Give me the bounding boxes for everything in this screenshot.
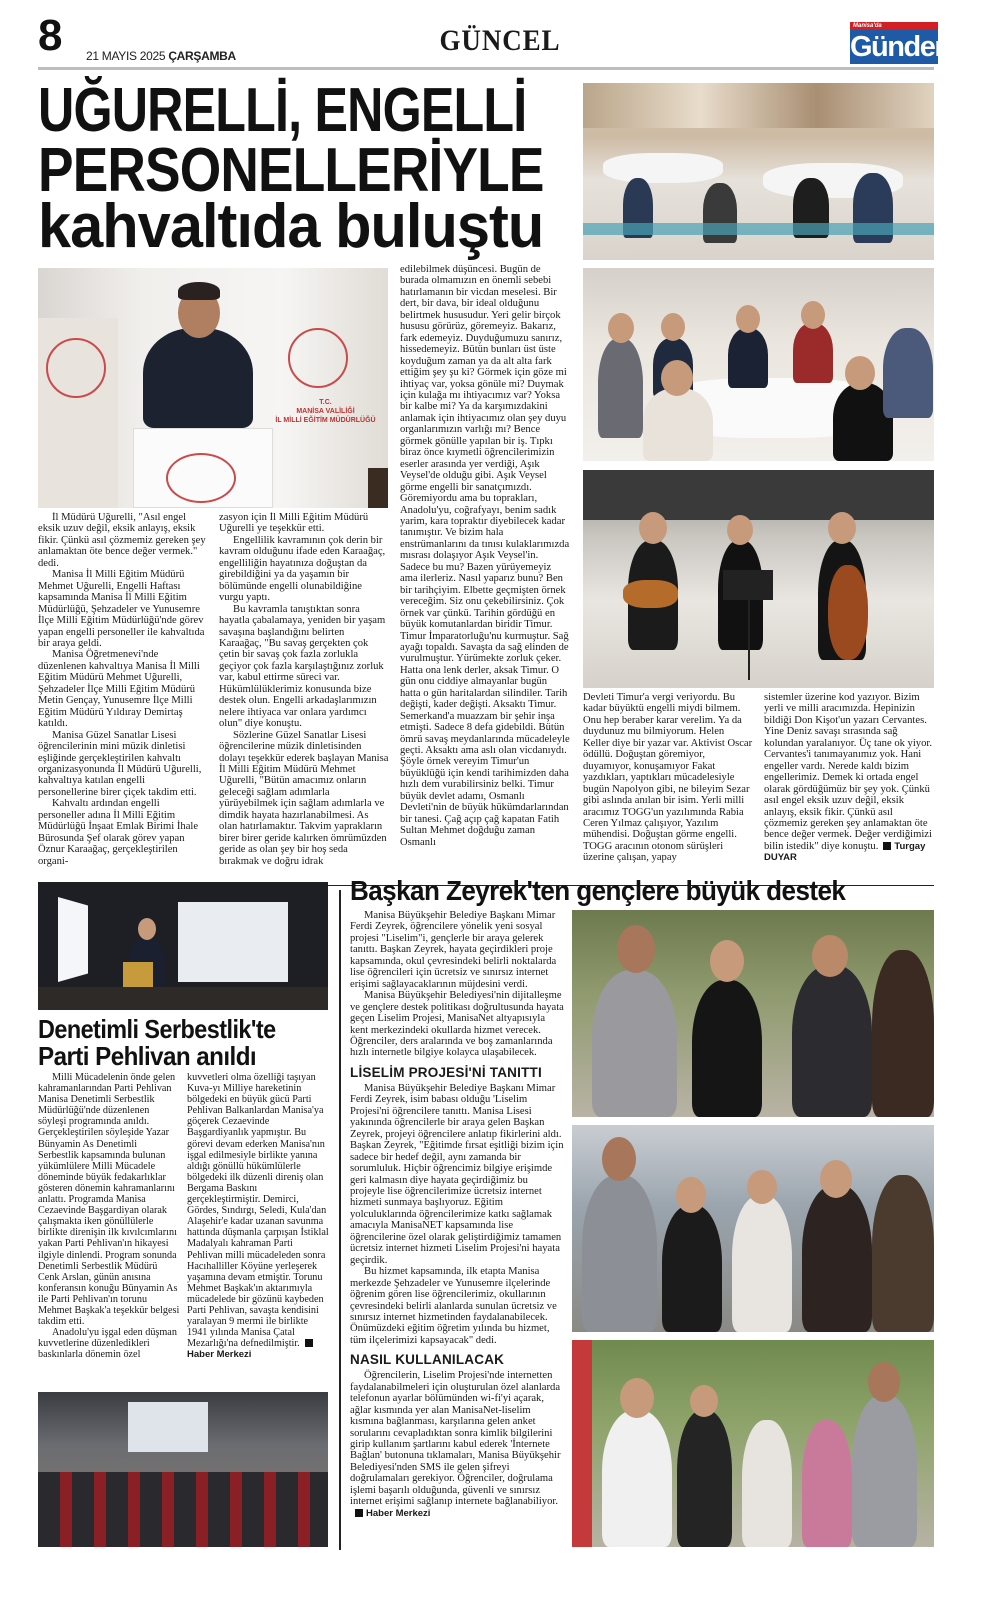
pehlivan-byline: Haber Merkezi [187, 1338, 316, 1360]
paragraph: sistemler üzerine kod yazıyor. Bizim yerli ve milli aracımızda. Hepinizin bildiği Don Kişot'un yazarı Cervantes. Yine Deniz savaşı sırasında sağ kolundan yaralanıyor. Üç tane ok yiyor. Cervantes'i tanımayanımız yok. Hani engeller vardı. Nerede kaldı bizim engellerimiz. Demek ki ortada engel olarak gördüğümüz bir şey yok. Çünkü asıl engel eksik uzuv değil, eksik anlayış, eksik fikir. Çünkü asıl çözmemiz gereken şey anlamaktan öte bence değer vermek. Değer verdiğimizi bilin istedik" diye konuştu. [764, 692, 932, 852]
photo-conference-speaker [38, 882, 328, 1010]
paragraph: zasyon için İl Milli Eğitim Müdürü Uğurelli ye teşekkür etti. [219, 512, 369, 535]
paragraph: Anadolu'yu işgal eden düşman kuvvetlerine düzenledikleri baskınlarla dönemin özel [38, 1327, 177, 1361]
sign-line-1: T.C. [319, 399, 332, 406]
logo-main-text: Gündem [850, 31, 959, 63]
paragraph: Sözlerine Güzel Sanatlar Lisesi öğrencilerine müzik dinletisinden dolayı teşekkür ederek başlayan Manisa İl Milli Eğitim Müdürü Mehmet Uğurelli, "Bütün amacımız onların geleceği sağlam adımlarla yürüyebilmek için sağlam adımlarla ve dimdik hayata hazırlanabilmesi. As olan hatırlamaktır. Takvim yaprakların birer birer geride kalırken ömrümüzden geride as olan şey bir hoş seda bırakmak ve doğru idrak [219, 729, 389, 867]
paragraph: Engellilik kavramının çok derin bir kavram olduğunu ifade eden Karaağaç, engelliliğin hayatınıza doğuştan da girebildiğini ya da yaşamın bir bölümünde engelli olunabildiğine vurgu yaptı. [219, 534, 386, 604]
pehlivan-column-2 [187, 1072, 330, 1388]
weekday-text: ÇARŞAMBA [168, 49, 236, 63]
main-article-column-1 [38, 512, 206, 882]
main-headline-line-1: UĞURELLİ, ENGELLİ [38, 76, 527, 145]
pehlivan-column-1 [38, 1072, 180, 1388]
sign-line-3: İL MİLLİ EĞİTİM MÜDÜRLÜĞÜ [275, 417, 376, 424]
paragraph: Manisa Büyükşehir Belediye Başkanı Mimar Ferdi Zeyrek, isim babası olduğu 'Liselim Projesi'ni öğrencilere tanıttı. Manisa Lisesi yakınında öğrencilerle bir araya gelen Başkan Zeyrek, projeyi öğrencilere anlatıp fikirlerini aldı. Başkan Zeyrek, "Eğitimde fırsat eşitliği bizim için sadece bir hedef değil, aynı zamanda bir sorumluluk. Hiçbir öğrencimiz bilgiye erişimde geri kalmasın diye hayata geçirdiğimiz bu projeyle lise öğrencilerimize ücretsiz internet hizmeti sunmaya başlıyoruz. Eğitim yolculuklarında öğrencilerimize katkı sağlamak amacıyla ManisaNET kapsamında lise öğrencilerine özel olarak geliştirdiğimiz tamamen ücretsiz internet hizmeti Liselim Projesi'ni hayata geçirdik. [350, 1082, 564, 1266]
paragraph: Manisa Güzel Sanatlar Lisesi öğrencilerinin mini müzik dinletisi eşliğinde gerçekleştirilen kahvaltı organizasyonunda İl Müdürü Uğurelli, kahvaltıya katılan engelli personellerine birer çiçek takdim etti. [38, 729, 202, 798]
paragraph: Öğrencilerin, Liselim Projesi'nde internetten faydalanabilmeleri için oluşturulan özel alanlarda telefonun ayarlar bölümünden wi-fi'yi açarak, ağlar kısmında yer alan ManisaNet-liselim kısmına bağlanması, karşılarına gelen anket sorularını cevapladıktan sonra kimlik bilgilerini girip kullanım şartlarını kabul ederek 'İnternete Bağlan' butonuna tıklamaları, Manisa Büyükşehir Belediyesi'nden SMS ile gelen şifreyi doğrulamaları gerekiyor. Öğrenciler, doğrulama işlemi başarılı olduğunda, güvenli ve sınırsız internet erişimi sağlanıp internete bağlanabiliyor. [350, 1370, 561, 1508]
paragraph: Manisa Öğretmenevi'nde düzenlenen kahvaltıya Manisa İl Milli Eğitim Müdürü Mehmet Uğurelli, Şehzadeler İlçe Milli Eğitim Müdürü Metin Gençay, Yunusemre İlçe Milli Eğitim Müdürü Yıldıray Demirtaş katıldı. [38, 649, 200, 730]
photo-music-performance [583, 470, 934, 688]
header-rule [38, 67, 934, 70]
paragraph: Bu hizmet kapsamında, ilk etapta Manisa merkezde Şehzadeler ve Yunusemre ilçelerinde öğrenim gören lise öğrencilerimiz, okullarının çevresindeki belirli alanlarda sunulan ücretsiz ve sınırsız internet hizmetinden faydalanabilecek. Önümüzdeki eğitim öğretim yılında bu hizmet, tüm ilçelerimizi kapsayacak" dedi. [350, 1266, 557, 1346]
banner-sign [273, 398, 378, 425]
main-article-column-4 [583, 692, 753, 882]
zeyrek-byline: Haber Merkezi [350, 1508, 430, 1519]
zeyrek-headline: Başkan Zeyrek'ten gençlere büyük destek [350, 875, 846, 906]
paragraph: Kahvaltı ardından engelli personeller adına İl Milli Eğitim Müdürlüğü İnşaat Emlak Birimi İhale Bürosunda Şef olarak görev yapan Öznur Karaağaç, gerçekleştirilen organi- [38, 798, 199, 867]
date-text: 21 MAYIS 2025 [86, 49, 166, 63]
paragraph: edilebilmek düşüncesi. Bugün de burada olmamızın en önemli sebebi hatırlamanın bir vicdan meselesi. Bir dert, bir dava, bir ideal olduğunu belirtmek hususudur. Yeri gelir birçok hususu görürüz, göremeyiz. Bakarız, fark edemeyiz. Duyduğumuzu sanırız, hissedemeyiz. Bütün bunları üst üste koyduğum zaman ya da alt alta fark ettiğim şey şu ki? Görmek için göze mi ihtiyaç var, yoksa gönüle mi? Duymak için kulağa mı ihtiyacımız var? Yoksa bir kalbe mi? Ya da karşımızdakini anlamak için ihtiyacımız olan şey duyu organlarımızın varlığı mı? Bence görmek gönülle yapılan bir iş. Tıpkı biraz önce kıymetli öğrencilerimizin eserler arasında yer verdiği, Aşık Veysel'de olduğu gibi. Aşık Veysel görme engelli bir sanatçımızdı. Göremiyordu ama bu toprakları, Anadolu'yu, coğrafyayı, benim sadık yarim, kara topraktır diyebilecek kadar tanımıştır. Ve bizim hala enstrümanlarını da tınısı kulaklarımızda mısrası dolaşıyor Aşık Veysel'in. Sadece bu mu? Bazen yürüyemeyiz ama ilerleriz. Nasıl yaparız bunu? Ben bir tarihçiyim. Elbette geçmişten örnek vereceğim. Siz onu çekebilirsiniz. Çok örnek var çünkü. Tarihin gördüğü en büyük komutanlardan biridir Timur. Timur İmparatorluğu'nu kurmuştur. Sağ ayağı topaldı. Savaşta da sağ elinden de vurulmuştur. Yürümekte zorluk çeker. Hatta ona lenk derler, aksak Timur. O gün onu ciddiye almayanlar bugün hatta o gün haritalardan silindiler. Tarih değişti, kader değişti. Aksaktı Timur. Semerkand'a muazzam bir şehir inşa etmişti. Sadece 8 defa gidebildi. Bütün ömrü savaş meydanlarında mücadeleyle geçti. Aksaktı ama aslı olan vicdanıydı. Şöyle örnek vereyim Timur'un büyüklüğü için kendi tarihimizden daha hızlı dem vurabilirsiniz belki. Timur büyük devlet adamı, Osmanlı Devleti'nin de büyük hükümdarlarından bir tanesi. Çağ açıp çağ kapatan Fatih Sultan Mehmet doğduğu zaman Osmanlı [400, 264, 570, 848]
photo-conference-audience [38, 1392, 328, 1547]
paragraph: Devleti Timur'a vergi veriyordu. Bu kadar büyüktü engelli miydi bilmem. Onu hep beraber karar verelim. Ya da duydunuz mu bilmiyorum. Helen Keller diye bir yazar var. Aktivist Oscar ödüllü. Doğuştan göremiyor, duyamıyor, konuşamıyor Fakat yazdıkları, yaptıkları mücadelesiyle bugün Napolyon gibi, ne bileyim Sezar gibi aslında anılan bir isim. Yerli milli aracımız TOGG'un yazılımında Rabia Ceren Yılmaz çalışıyor, Yazılım mühendisi. Doğuştan görme engelli. TOGG aracının otonom sürüşleri üzerine çalışan, yapay [583, 692, 753, 864]
main-article-column-2 [219, 512, 389, 882]
pehlivan-headline-line-2: Parti Pehlivan anıldı [38, 1041, 257, 1071]
section-title: GÜNCEL [439, 24, 561, 57]
subhead-nasil-kullanilacak: NASIL KULLANILACAK [350, 1352, 505, 1368]
main-article-column-5 [764, 692, 934, 882]
column-divider [339, 890, 341, 1550]
photo-speaker-at-podium [38, 268, 388, 508]
main-headline-line-3: kahvaltıda buluştu [38, 192, 544, 261]
paragraph: İl Müdürü Uğurelli, "Asıl engel eksik uzuv değil, eksik anlayış, eksik fikir. Çünkü asıl çözmemiz gereken şey anlamaktan öte bence değer vermek." dedi. [38, 512, 206, 569]
sign-line-2: MANİSA VALİLİĞİ [296, 408, 355, 415]
main-headline-line-2: PERSONELLERİYLE [38, 136, 544, 205]
newspaper-logo [850, 22, 959, 64]
photo-breakfast-hall [583, 83, 934, 260]
logo-small-text: Manisa'da [853, 23, 882, 29]
zeyrek-column [350, 910, 565, 1550]
paragraph: kuvvetleri olma özelliği taşıyan Kuva-yı Milliye hareketinin bölgedeki en büyük gücü Parti Pehlivan Balkanlardan Manisa'ya göçerek Cezaevinde Başgardiyanlık yapmıştır. Bu görevi devam ederken Manisa'nın işgal edilmesiyle birlikte yanına aldığı gönüllü hükümlülerle bölgedeki ilk düzenli direniş olan Bergama Baskını gerçekleştirmiştir. Demirci, Gördes, Sındırgı, Seledi, Kula'dan Alaşehir'e kadar uzanan savunma hattında düşmanla çarpışan İstiklal Madalyalı kahraman Parti Pehlivan milli mücadeleden sonra Hacıhalliller Köyüne yerleşerek yaşamına devam etmiştir. Torunu Mehmet Başkak'ın aktarımıyla mücadelede bir gözünü kaybeden Parti Pehlivan, savaşta kendisini yaralayan 9 mermi ile birlikte 1941 yılında Manisa Çatal Mezarlığı'na defnedilmiştir. [187, 1072, 329, 1350]
main-article-column-3 [400, 264, 570, 882]
photo-zeyrek-with-students-2 [572, 1125, 934, 1332]
photo-guests-at-table [583, 268, 934, 461]
pehlivan-headline-line-1: Denetimli Serbestlik'te [38, 1014, 276, 1044]
page-number: 8 [38, 11, 63, 60]
photo-zeyrek-with-students-1 [572, 910, 934, 1117]
paragraph: Milli Mücadelenin önde gelen kahramanlarından Parti Pehlivan Manisa Denetimli Serbestlik Müdürlüğü'nde düzenlenen söyleşi programında anıldı. Gerçekleştirilen söyleşide Yazar Bünyamin As Denetimli Serbestlik kapsamında bulunan yükümlülere Milli Mücadele döneminde büyük fedakarlıklar gösteren dönemin kahramanlarını anlattı. Programda Manisa Cezaevinde Başgardiyan olarak çalışmakta iken gönüllülerle birlikte direnişin ilk kıvılcımlarını yakan Parti Pehlivan'ın hikayesi ilgiyle dinlendi. Program sonunda Denetimli Serbestlik Müdürü Cenk Arslan, günün anısına konferansın konuğu Bünyamin As ile Parti Pehlivan'ın torunu Mehmet Başkak'a teşekkür belgesi takdim etti. [38, 1072, 180, 1328]
paragraph: Manisa Büyükşehir Belediye Başkanı Mimar Ferdi Zeyrek, öğrencilere yönelik yeni sosyal projesi "Liselim"i, gençlerle bir araya gelerek tanıttı. Başkan Zeyrek, hayata geçirdikleri proje kapsamında, okul çevresindeki belirli noktalarda lise öğrencileri için ücretsiz ve sınırsız internet erişimi sağlayacaklarının müjdesini verdi. [350, 910, 557, 990]
paragraph: Manisa Büyükşehir Belediyesi'nin dijitalleşme ve gençlere destek politikası doğrultusunda hayata geçen Liselim Projesi, ManisaNet altyapısıyla kent merkezindeki okullarda hizmet verecek. Öğrenciler, ders aralarında ve boş zamanlarında hızlı internetle bilgiye kolayca ulaşabilecek. [350, 990, 564, 1059]
photo-zeyrek-with-students-3 [572, 1340, 934, 1547]
paragraph: Manisa İl Milli Eğitim Müdürü Mehmet Uğurelli, Engelli Haftası kapsamında Manisa İl Milli Eğitim Müdürlüğü, Şehzadeler ve Yunusemre İlçe Milli Eğitim Müdürlüğü'nde görev yapan engelli personeller ile kahvaltıda bir araya geldi. [38, 569, 205, 649]
paragraph: Bu kavramla tanıştıktan sonra hayatla çabalamaya, yeniden bir yaşam savaşına başlandığını belirten Karaağaç, "Bu savaş gerçekten çok çetin bir savaş çok fazla zorlukla geçiyor çok fazla karşılaştığınız zorluk var, kabul ettirme süreci var. Hükümlülüklerimiz konusunda bize destek olun. Engelli arkadaşlarımızın nelere ihtiyaca var onlara yardımcı olun" diye konuştu. [219, 603, 386, 730]
author-byline: Turgay DUYAR [764, 840, 926, 864]
subhead-liselim: LİSELİM PROJESİ'Nİ TANITTI [350, 1064, 542, 1080]
